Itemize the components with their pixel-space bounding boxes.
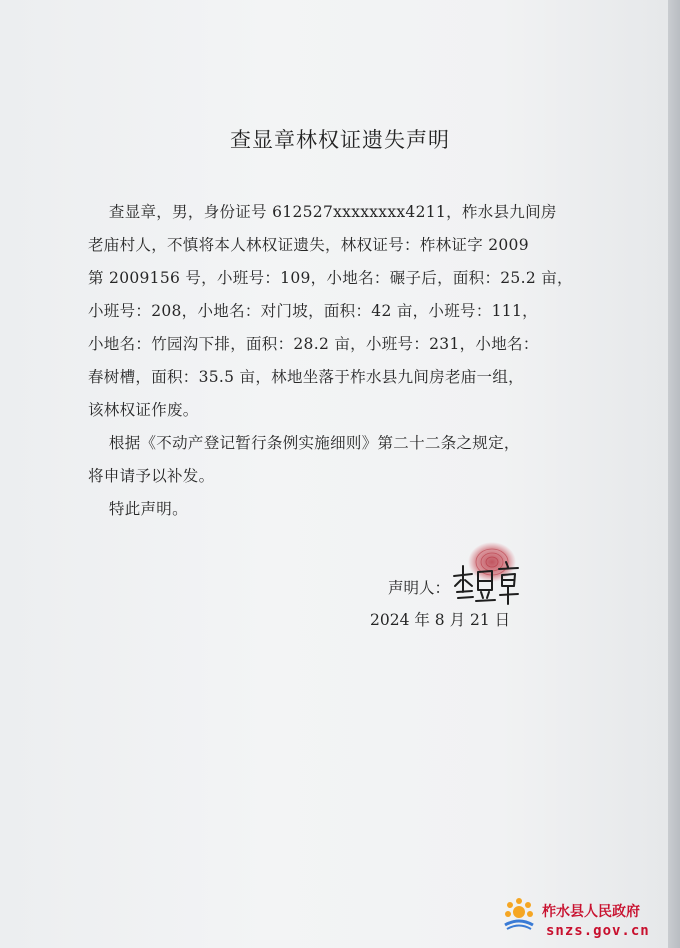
government-logo-icon	[502, 897, 536, 931]
body-line: 老庙村人，不慎将本人林权证遗失，林权证号：柞林证字 2009	[88, 236, 529, 254]
body-line: 特此声明。	[88, 500, 188, 518]
site-watermark	[502, 895, 668, 945]
body-line: 小班号：208，小地名：对门坡，面积：42 亩，小班号：111，	[88, 302, 538, 320]
body-line: 根据《不动产登记暂行条例实施细则》第二十二条之规定，	[88, 434, 520, 452]
body-line: 该林权证作废。	[88, 401, 199, 419]
site-url: snzs.gov.cn	[546, 923, 650, 939]
body-line: 小地名：竹园沟下排，面积：28.2 亩，小班号：231，小地名：	[88, 335, 539, 353]
document-title: 查显章林权证遗失声明	[230, 128, 450, 152]
page-edge	[668, 0, 680, 948]
signer-label: 声明人：	[388, 579, 451, 597]
body-line: 春树槽，面积：35.5 亩，林地坐落于柞水县九间房老庙一组，	[88, 368, 524, 386]
body-line: 第 2009156 号，小班号：109，小地名：碾子后，面积：25.2 亩，	[88, 269, 573, 287]
body-line: 将申请予以补发。	[88, 467, 215, 485]
site-name: 柞水县人民政府	[542, 904, 640, 920]
document-date: 2024 年 8 月 21 日	[370, 611, 511, 629]
handwritten-signature	[448, 540, 528, 610]
body-line: 查显章，男，身份证号 612527xxxxxxxx4211，柞水县九间房	[88, 203, 557, 221]
